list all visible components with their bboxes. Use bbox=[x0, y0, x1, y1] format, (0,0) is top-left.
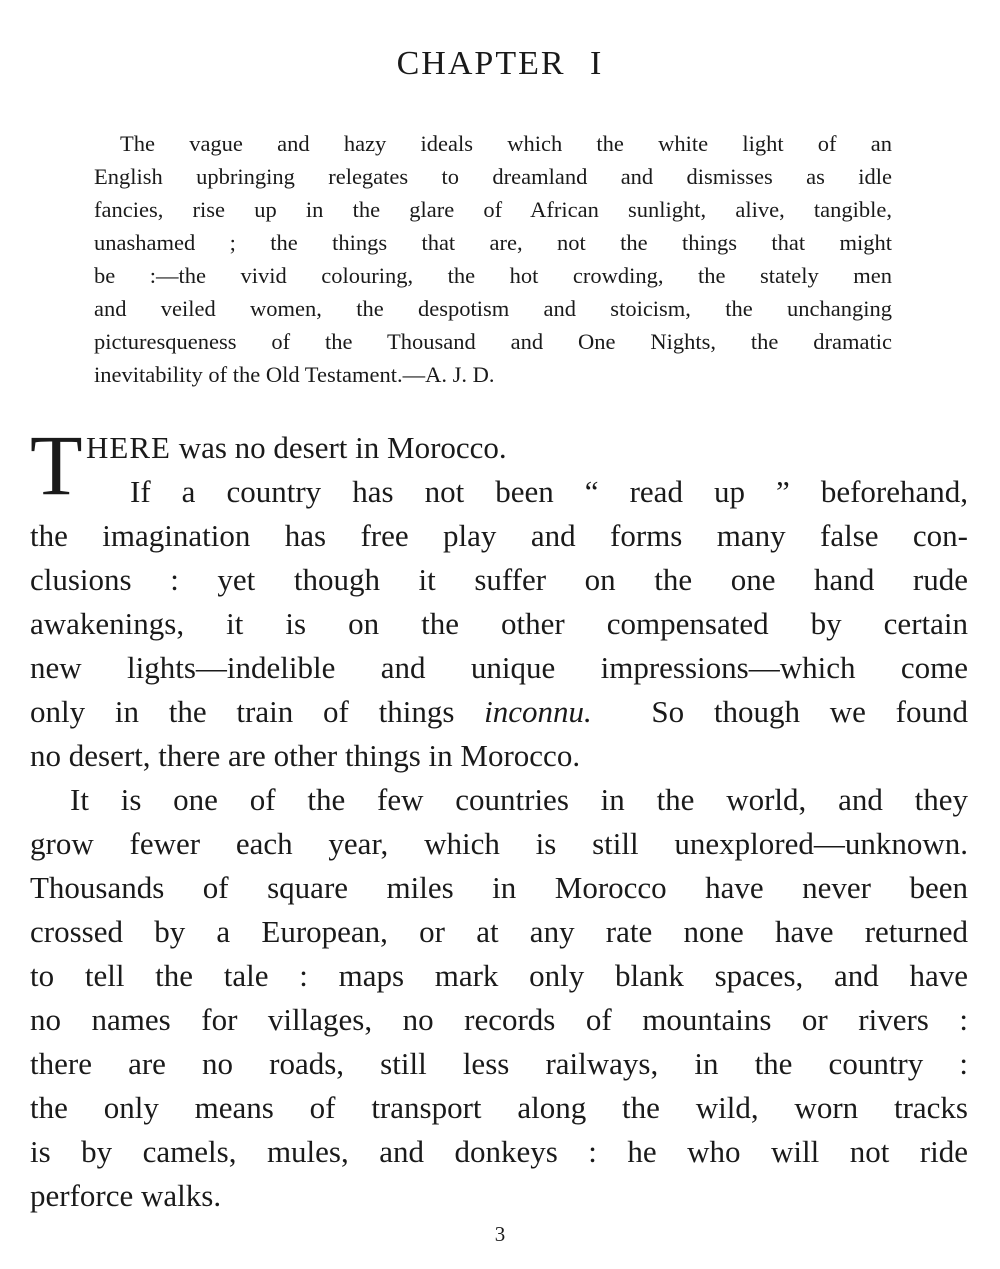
epigraph-line: English upbringing relegates to dreamland and dismisses as idle bbox=[94, 164, 892, 189]
paragraph-line: no names for villages, no records of mountains or rivers : bbox=[30, 1002, 968, 1037]
epigraph bbox=[94, 127, 892, 391]
paragraph-line: no desert, there are other things in Morocco. bbox=[30, 738, 581, 773]
paragraph-line: grow fewer each year, which is still unexplored—unknown. bbox=[30, 826, 968, 861]
body-text bbox=[30, 417, 968, 1218]
paragraph-line: the only means of transport along the wild, worn tracks bbox=[30, 1090, 968, 1125]
paragraph-line bbox=[30, 690, 968, 734]
paragraph-line: to tell the tale : maps mark only blank spaces, and have bbox=[30, 958, 968, 993]
epigraph-line: picturesqueness of the Thousand and One Nights, the dramatic bbox=[94, 329, 892, 354]
paragraph-line: If a country has not been “ read up ” beforehand, bbox=[130, 474, 968, 509]
page-number: 3 bbox=[494, 1222, 506, 1246]
drop-cap: T bbox=[30, 417, 83, 513]
chapter-title: CHAPTER I bbox=[396, 45, 604, 82]
epigraph-line: and veiled women, the despotism and stoicism, the unchanging bbox=[94, 296, 892, 321]
paragraph-line: new lights—indelible and unique impressions—which come bbox=[30, 650, 968, 685]
paragraph-line: It is one of the few countries in the world, and they bbox=[70, 782, 968, 817]
paragraph-line: awakenings, it is on the other compensated by certain bbox=[30, 606, 968, 641]
opening-line bbox=[86, 426, 507, 470]
paragraph-line: crossed by a European, or at any rate none have returned bbox=[30, 914, 968, 949]
epigraph-line: be :—the vivid colouring, the hot crowding, the stately men bbox=[94, 263, 892, 288]
paragraph-line: there are no roads, still less railways, in the country : bbox=[30, 1046, 968, 1081]
paragraph-line: perforce walks. bbox=[30, 1178, 222, 1213]
opening-line-rest: was no desert in Morocco. bbox=[170, 430, 507, 465]
opening-caps: HERE bbox=[86, 430, 171, 465]
epigraph-line: unashamed ; the things that are, not the things that might bbox=[94, 230, 892, 255]
italic-word: inconnu. bbox=[484, 694, 592, 729]
paragraph-line: is by camels, mules, and donkeys : he who will not ride bbox=[30, 1134, 968, 1169]
line-text: So though we found bbox=[591, 694, 968, 729]
paragraph-line: the imagination has free play and forms many false con- bbox=[30, 518, 968, 553]
line-text: only in the train of things bbox=[30, 694, 485, 729]
opening-lines bbox=[30, 417, 968, 514]
epigraph-line: fancies, rise up in the glare of African sunlight, alive, tangible, bbox=[94, 197, 892, 222]
paragraph-line: Thousands of square miles in Morocco have never been bbox=[30, 870, 968, 905]
epigraph-line: inevitability of the Old Testament.—A. J. D. bbox=[94, 362, 495, 387]
epigraph-line: The vague and hazy ideals which the white light of an bbox=[120, 131, 892, 156]
paragraph-line: clusions : yet though it suffer on the one hand rude bbox=[30, 562, 968, 597]
